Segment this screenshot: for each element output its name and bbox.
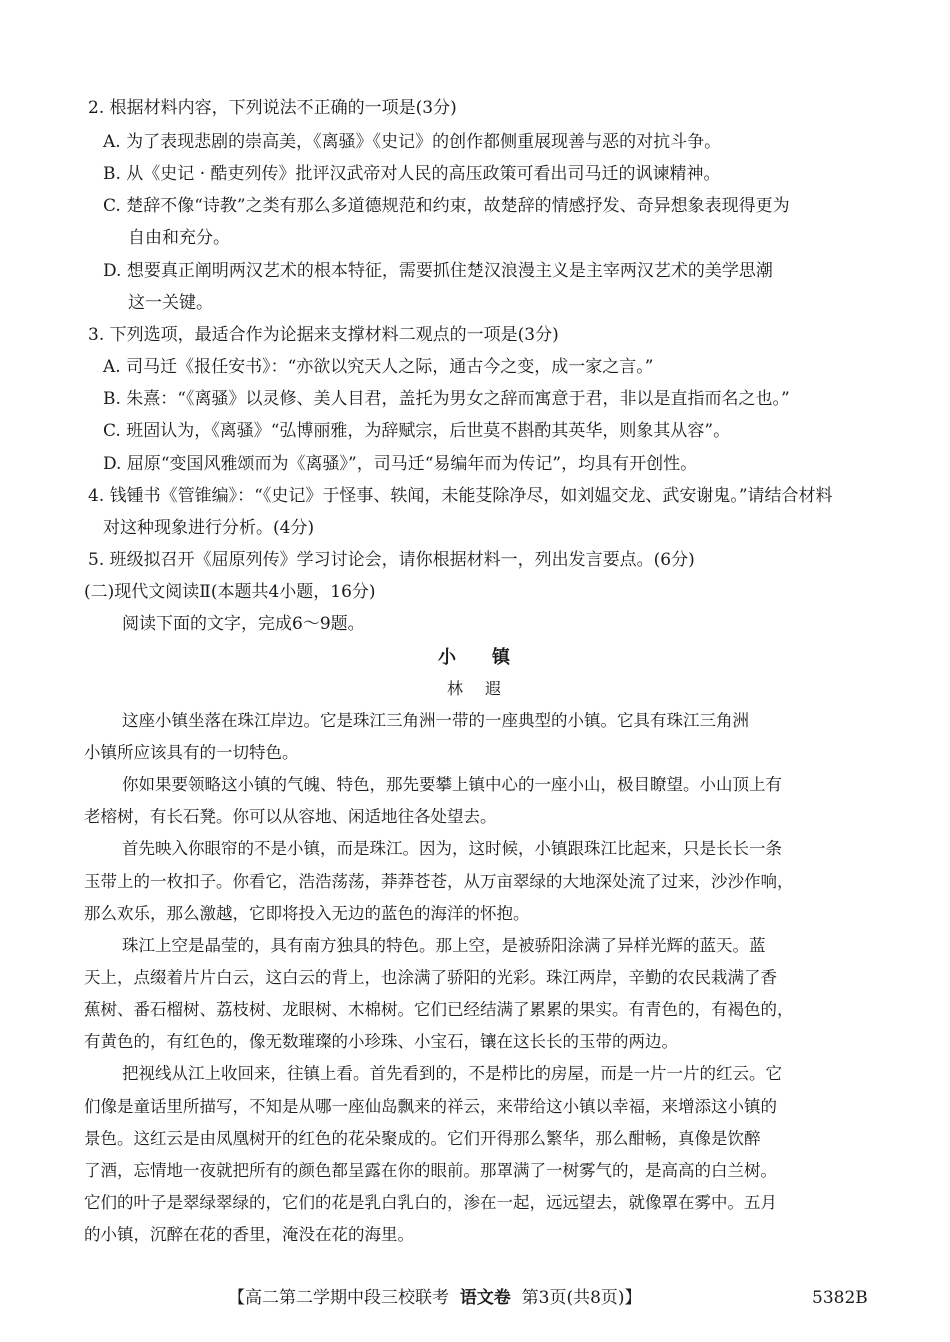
article-paragraph-5-line-4: 了酒，忘情地一夜就把所有的颜色都呈露在你的眼前。那罩满了一树雾气的，是高高的白兰树。 [84,1161,777,1180]
question-3-stem: 3. 下列选项，最适合作为论据来支撑材料二观点的一项是(3分) [88,325,559,345]
article-author-char-2: 遐 [485,679,504,698]
section-instruction: 阅读下面的文字，完成6～9题。 [122,614,365,634]
question-2-option-d-continued: 这一关键。 [128,293,213,313]
footer-exam-name: 【高二第二学期中段三校联考 [228,1288,449,1308]
question-3-option-a: A. 司马迁《报任安书》：“亦欲以究天人之际，通古今之变，成一家之言。” [103,357,654,377]
page-footer [228,1286,642,1310]
article-paragraph-3-line-3: 那么欢乐，那么激越，它即将投入无边的蓝色的海洋的怀抱。 [84,904,530,923]
article-paragraph-5-line-3: 景色。这红云是由凤凰树开的红色的花朵聚成的。它们开得那么繁华，那么酣畅，真像是饮醉 [84,1129,761,1148]
section-heading: (二)现代文阅读Ⅱ(本题共4小题，16分) [84,582,376,602]
question-4-line-1: 4. 钱锺书《管锥编》：“《史记》于怪事、轶闻，未能芟除净尽，如刘媪交龙、武安谢鬼。”请结合材料 [88,486,833,506]
question-5: 5. 班级拟召开《屈原列传》学习讨论会，请你根据材料一，列出发言要点。(6分) [88,550,695,570]
question-3-option-d: D. 屈原“变国风雅颂而为《离骚》”，司马迁“易编年而为传记”，均具有开创性。 [103,454,698,474]
article-title [0,646,950,670]
article-paragraph-2-line-2: 老榕树，有长石凳。你可以从容地、闲适地往各处望去。 [84,807,497,826]
article-author-char-1: 林 [446,679,465,698]
article-paragraph-5-line-5: 它们的叶子是翠绿翠绿的，它们的花是乳白乳白的，渗在一起，远远望去，就像罩在雾中。五月 [84,1193,777,1212]
article-paragraph-5-line-2: 们像是童话里所描写，不知是从哪一座仙岛飘来的祥云，来带给这小镇以幸福，来增添这小镇的 [84,1097,777,1116]
question-2-stem: 2. 根据材料内容，下列说法不正确的一项是(3分) [88,98,457,118]
article-title-char-2: 镇 [492,647,512,668]
footer-page-number: 第3页(共8页)】 [521,1288,642,1308]
article-paragraph-4-line-3: 蕉树、番石榴树、荔枝树、龙眼树、木棉树。它们已经结满了累累的果实。有青色的，有褐色的， [84,1000,794,1019]
article-title-char-1: 小 [438,647,458,668]
question-3-option-b: B. 朱熹：“《离骚》以灵修、美人目君，盖托为男女之辞而寓意于君，非以是直指而名之也。” [103,389,790,409]
article-paragraph-4-line-4: 有黄色的，有红色的，像无数璀璨的小珍珠、小宝石，镶在这长长的玉带的两边。 [84,1032,678,1051]
article-paragraph-1-line-2: 小镇所应该具有的一切特色。 [84,743,299,762]
question-2-option-a: A. 为了表现悲剧的崇高美，《离骚》《史记》的创作都侧重展现善与恶的对抗斗争。 [103,132,722,152]
question-2-option-b: B. 从《史记 · 酷吏列传》批评汉武帝对人民的高压政策可看出司马迁的讽谏精神。 [103,164,721,184]
footer-subject: 语文卷 [459,1288,511,1308]
question-4-line-2: 对这种现象进行分析。(4分) [103,518,315,538]
article-paragraph-5-line-6: 的小镇，沉醉在花的香里，淹没在花的海里。 [84,1225,414,1244]
article-paragraph-5-line-1: 把视线从江上收回来，往镇上看。首先看到的，不是栉比的房屋，而是一片一片的红云。它 [122,1064,782,1083]
question-2-option-c: C. 楚辞不像“诗教”之类有那么多道德规范和约束，故楚辞的情感抒发、奇异想象表现得更为 [103,196,790,216]
article-author [0,677,950,701]
question-2-option-c-continued: 自由和充分。 [128,228,230,248]
question-2-option-d: D. 想要真正阐明两汉艺术的根本特征，需要抓住楚汉浪漫主义是主宰两汉艺术的美学思潮 [103,261,773,281]
question-3-option-c: C. 班固认为，《离骚》“弘博丽雅，为辞赋宗，后世莫不斟酌其英华，则象其从容”。 [103,421,731,441]
article-paragraph-3-line-1: 首先映入你眼帘的不是小镇，而是珠江。因为，这时候，小镇跟珠江比起来，只是长长一条 [122,839,782,858]
article-paragraph-1-line-1: 这座小镇坐落在珠江岸边。它是珠江三角洲一带的一座典型的小镇。它具有珠江三角洲 [122,711,749,730]
footer-code: 5382B [812,1288,868,1308]
article-paragraph-2-line-1: 你如果要领略这小镇的气魄、特色，那先要攀上镇中心的一座小山，极目瞭望。小山顶上有 [122,775,782,794]
article-paragraph-3-line-2: 玉带上的一枚扣子。你看它，浩浩荡荡，莽莽苍苍，从万亩翠绿的大地深处流了过来，沙沙作响， [84,872,794,891]
article-paragraph-4-line-2: 天上，点缀着片片白云，这白云的背上，也涂满了骄阳的光彩。珠江两岸，辛勤的农民栽满了香 [84,968,777,987]
article-paragraph-4-line-1: 珠江上空是晶莹的，具有南方独具的特色。那上空，是被骄阳涂满了异样光辉的蓝天。蓝 [122,936,766,955]
